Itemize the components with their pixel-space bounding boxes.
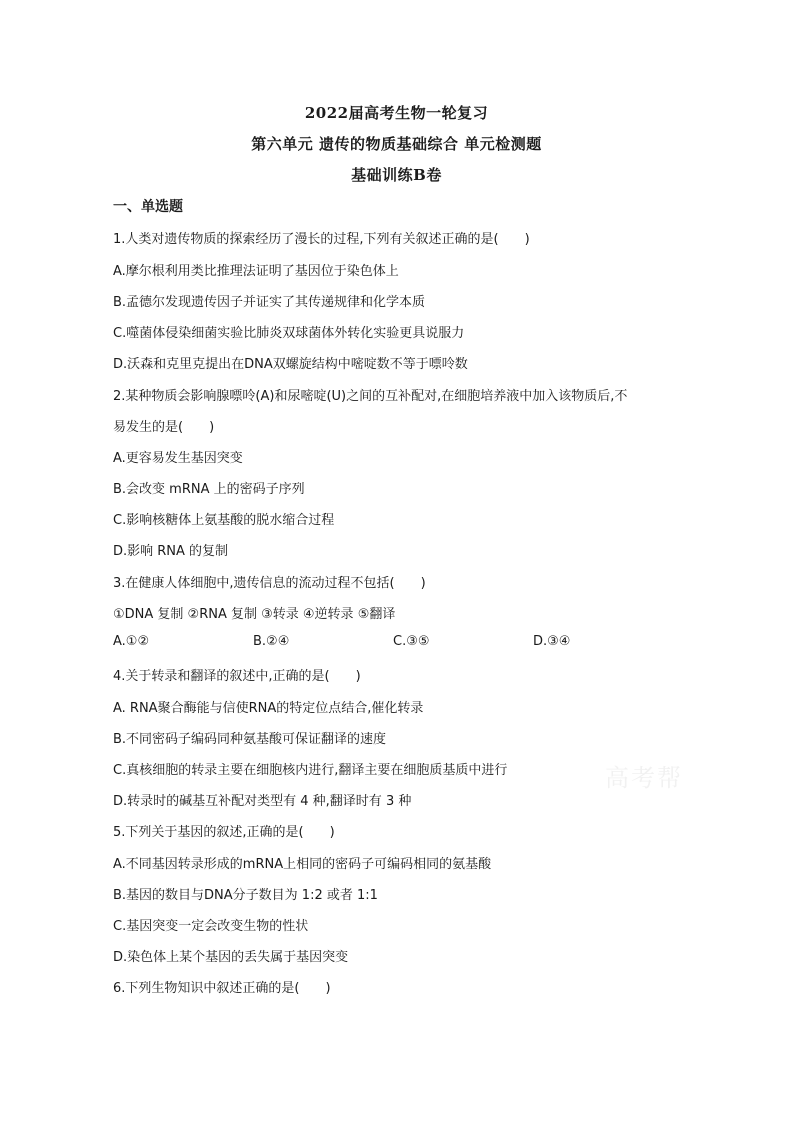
q1-stem: 1.人类对遗传物质的探索经历了漫长的过程,下列有关叙述正确的是( ) [113, 232, 530, 247]
q3-stem: 3.在健康人体细胞中,遗传信息的流动过程不包括( ) [113, 576, 426, 591]
q3-option-c: C.③⑤ [393, 634, 430, 649]
q5-option-b: B.基因的数目与DNA分子数目为 1:2 或者 1:1 [113, 888, 378, 903]
q3-option-a: A.①② [113, 634, 150, 649]
q1-option-c: C.噬菌体侵染细菌实验比肺炎双球菌体外转化实验更具说服力 [113, 326, 465, 341]
q3-option-d: D.③④ [533, 634, 571, 649]
q6-stem: 6.下列生物知识中叙述正确的是( ) [113, 981, 331, 996]
watermark: 高考帮 [605, 764, 683, 792]
q5-stem: 5.下列关于基因的叙述,正确的是( ) [113, 825, 335, 840]
q2-option-a: A.更容易发生基因突变 [113, 451, 243, 466]
q2-option-d: D.影响 RNA 的复制 [113, 544, 229, 559]
q2-option-b: B.会改变 mRNA 上的密码子序列 [113, 482, 305, 497]
q4-option-a: A. RNA聚合酶能与信使RNA的特定位点结合,催化转录 [113, 701, 424, 716]
q4-option-c: C.真核细胞的转录主要在细胞核内进行,翻译主要在细胞质基质中进行 [113, 763, 508, 778]
title-line-2: 第六单元 遗传的物质基础综合 单元检测题 [251, 135, 542, 153]
q5-option-a: A.不同基因转录形成的mRNA上相同的密码子可编码相同的氨基酸 [113, 857, 492, 872]
title-line-3: 基础训练B卷 [351, 166, 442, 184]
q4-stem: 4.关于转录和翻译的叙述中,正确的是( ) [113, 669, 361, 684]
section-heading: 一、单选题 [113, 199, 183, 215]
q2-stem-line-2: 易发生的是( ) [113, 420, 215, 435]
q4-option-b: B.不同密码子编码同种氨基酸可保证翻译的速度 [113, 732, 387, 747]
title-line-1: 2022届高考生物一轮复习 [304, 104, 489, 122]
q1-option-b: B.孟德尔发现遗传因子并证实了其传递规律和化学本质 [113, 295, 426, 310]
q5-option-c: C.基因突变一定会改变生物的性状 [113, 919, 309, 934]
q3-option-b: B.②④ [253, 634, 290, 649]
q2-stem-line-1: 2.某种物质会影响腺嘌呤(A)和尿嘧啶(U)之间的互补配对,在细胞培养液中加入该物质后,不 [113, 389, 628, 404]
q1-option-d: D.沃森和克里克提出在DNA双螺旋结构中嘧啶数不等于嘌呤数 [113, 357, 468, 372]
q2-option-c: C.影响核糖体上氨基酸的脱水缩合过程 [113, 513, 335, 528]
q1-option-a: A.摩尔根利用类比推理法证明了基因位于染色体上 [113, 264, 399, 279]
q5-option-d: D.染色体上某个基因的丢失属于基因突变 [113, 950, 349, 965]
q3-items: ①DNA 复制 ②RNA 复制 ③转录 ④逆转录 ⑤翻译 [113, 607, 396, 622]
q4-option-d: D.转录时的碱基互补配对类型有 4 种,翻译时有 3 种 [113, 794, 412, 809]
